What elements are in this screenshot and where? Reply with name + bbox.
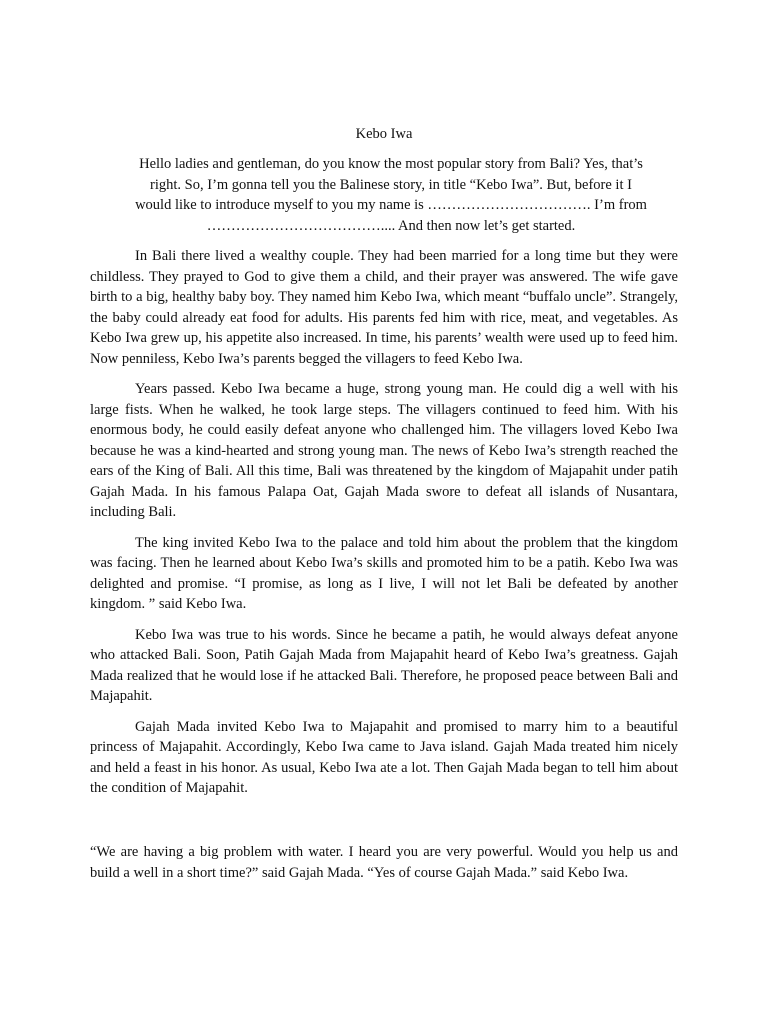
dialogue-paragraph: “We are having a big problem with water. I heard you are very powerful. Would you help us and build a well in a short time?” said Gajah Mada. “Yes of course Gajah Mada.” said Kebo Iwa. — [90, 844, 678, 881]
story-paragraph-1: In Bali there lived a wealthy couple. They had been married for a long time but they were childless. They prayed to God to give them a child, and their prayer was answered. The wife gave birth to a big, healthy baby boy. They named him Kebo Iwa, which meant “buffalo uncle”. Strangely, the baby could already eat food for adults. His parents fed him with rice, meat, and vegetables. As Kebo Iwa grew up, his appetite also increased. In time, his parents’ wealth were used up to feed him. Now penniless, Kebo Iwa’s parents begged the villagers to feed Kebo Iwa. — [90, 248, 678, 367]
story-body — [90, 246, 678, 809]
story-paragraph-4: Kebo Iwa was true to his words. Since he became a patih, he would always defeat anyone who attacked Bali. Soon, Patih Gajah Mada from Majapahit heard of Kebo Iwa’s greatness. Gajah Mada realized that he would lose if he attacked Bali. Therefore, he proposed peace between Bali and Majapahit. — [90, 626, 678, 704]
story-paragraph-5: Gajah Mada invited Kebo Iwa to Majapahit and promised to marry him to a beautiful princess of Majapahit. Accordingly, Kebo Iwa came to Java island. Gajah Mada treated him nicely and held a feast in his honor. As usual, Kebo Iwa ate a lot. Then Gajah Mada began to tell him about the condition of Majapahit. — [90, 718, 678, 796]
story-paragraph-2: Years passed. Kebo Iwa became a huge, strong young man. He could dig a well with his large fists. When he walked, he took large steps. The villagers continued to feed him. With his enormous body, he could easily defeat anyone who challenged him. The villagers loved Kebo Iwa because he was a kind-hearted and strong young man. The news of Kebo Iwa’s strength reached the ears of the King of Bali. All this time, Bali was threatened by the kingdom of Majapahit under patih Gajah Mada. In his famous Palapa Oat, Gajah Mada swore to defeat all islands of Nusantara, including Bali. — [90, 381, 678, 520]
story-paragraph-3: The king invited Kebo Iwa to the palace and told him about the problem that the kingdom was facing. Then he learned about Kebo Iwa’s skills and promoted him to be a patih. Kebo Iwa was delighted and promise. “I promise, as long as I live, I will not let Bali be defeated by another kingdom. ” said Kebo Iwa. — [90, 534, 678, 612]
intro-paragraph: Hello ladies and gentleman, do you know the most popular story from Bali? Yes, that’s right. So, I’m gonna tell you the Balinese story, in title “Kebo Iwa”. But, before it I would like to introduce myself to you my name is ……………………………. I’m from ……………………………….... And then now let’s get started. — [135, 156, 647, 234]
document-title: Kebo Iwa — [355, 126, 413, 142]
